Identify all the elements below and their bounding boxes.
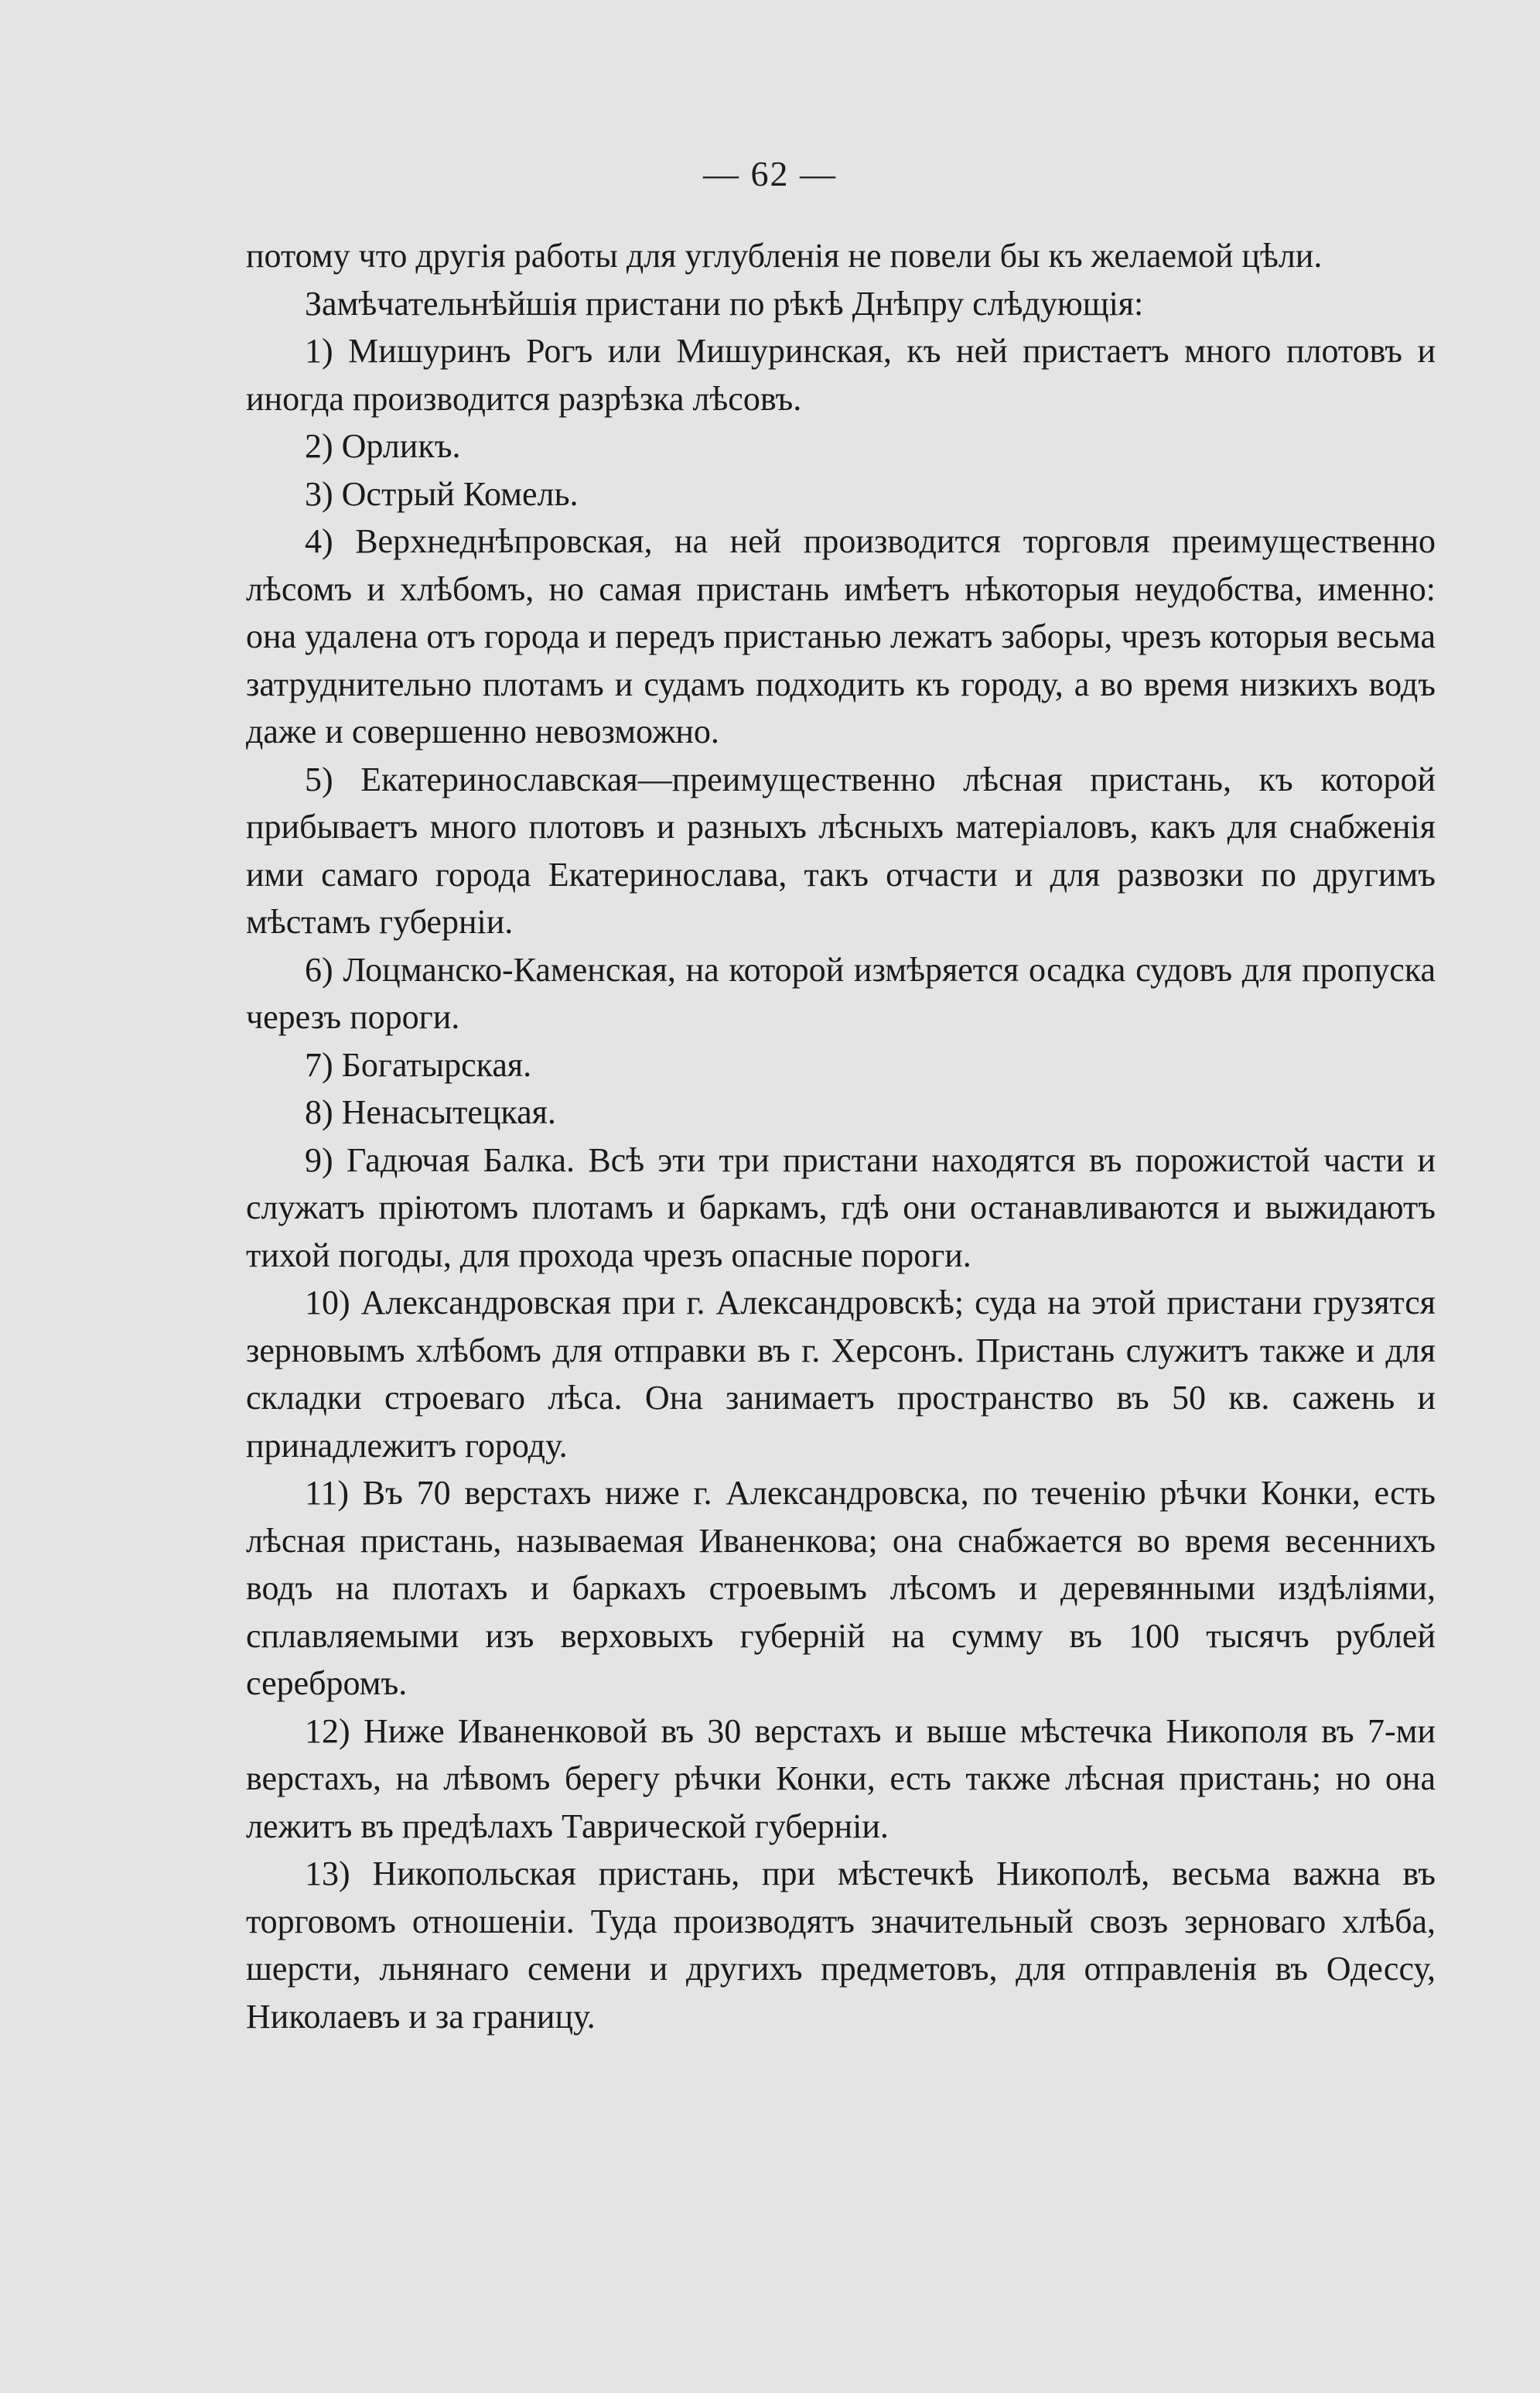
paragraph: Замѣчательнѣйшія пристани по рѣкѣ Днѣпру слѣдующія: — [305, 284, 1144, 323]
paragraph: потому что другія работы для углубленія не повели бы къ желаемой цѣли. — [246, 237, 1323, 275]
paragraph: 6) Лоцманско-Каменская, на которой измѣряется осадка судовъ для пропуска черезъ пороги. — [246, 950, 1436, 1036]
paragraph: 7) Богатырская. — [305, 1045, 532, 1084]
paragraph: 4) Верхнеднѣпровская, на ней производится торговля преимущественно лѣсомъ и хлѣбомъ, но самая пристань имѣетъ нѣкоторыя неудобства, именно: она удалена отъ города и передъ пристанью лежатъ заборы, чрезъ которыя весьма затруднительно плотамъ и судамъ подходить къ городу, а во время низкихъ водъ даже и совершенно невозможно. — [246, 522, 1436, 750]
paragraph: 10) Александровская при г. Александровскѣ; суда на этой пристани грузятся зерновымъ хлѣбомъ для отправки въ г. Херсонъ. Пристань служитъ также и для складки строеваго лѣса. Она занимаетъ пространство въ 50 кв. сажень и принадлежитъ городу. — [246, 1284, 1436, 1465]
paragraph: 2) Орликъ. — [305, 427, 461, 465]
paragraph: 8) Ненасытецкая. — [305, 1093, 556, 1131]
page-number: — 62 — — [703, 154, 837, 193]
paragraph: 3) Острый Комель. — [305, 474, 579, 513]
paragraph: 9) Гадючая Балка. Всѣ эти три пристани находятся въ порожистой части и служатъ пріютомъ плотамъ и баркамъ, гдѣ они останавливаются и выжидаютъ тихой погоды, для прохода чрезъ опасные пороги. — [246, 1140, 1436, 1274]
paragraph: 11) Въ 70 верстахъ ниже г. Александровска, по теченію рѣчки Конки, есть лѣсная пристань, называемая Иваненкова; она снабжается во время весеннихъ водъ на плотахъ и баркахъ строевымъ лѣсомъ и деревянными издѣліями, сплавляемыми изъ верховыхъ губерній на сумму въ 100 тысячъ рублей серебромъ. — [246, 1474, 1436, 1702]
body-text — [246, 232, 1436, 2040]
paragraph: 12) Ниже Иваненковой въ 30 верстахъ и выше мѣстечка Никополя въ 7-ми верстахъ, на лѣвомъ берегу рѣчки Конки, есть также лѣсная пристань; но она лежитъ въ предѣлахъ Таврической губерніи. — [246, 1711, 1436, 1845]
paragraph: 5) Екатеринославская—преимущественно лѣсная пристань, къ которой прибываетъ много плотовъ и разныхъ лѣсныхъ матеріаловъ, какъ для снабженія ими самаго города Екатеринослава, такъ отчасти и для развозки по другимъ мѣстамъ губерніи. — [246, 760, 1436, 941]
paragraph: 1) Мишуринъ Рогъ или Мишуринская, къ ней пристаетъ много плотовъ и иногда производится разрѣзка лѣсовъ. — [246, 332, 1436, 418]
paragraph: 13) Никопольская пристань, при мѣстечкѣ Никополѣ, весьма важна въ торговомъ отношеніи. Туда производятъ значительный свозъ зерноваго хлѣба, шерсти, льнянаго семени и другихъ предметовъ, для отправленія въ Одессу, Николаевъ и за границу. — [246, 1855, 1436, 2036]
